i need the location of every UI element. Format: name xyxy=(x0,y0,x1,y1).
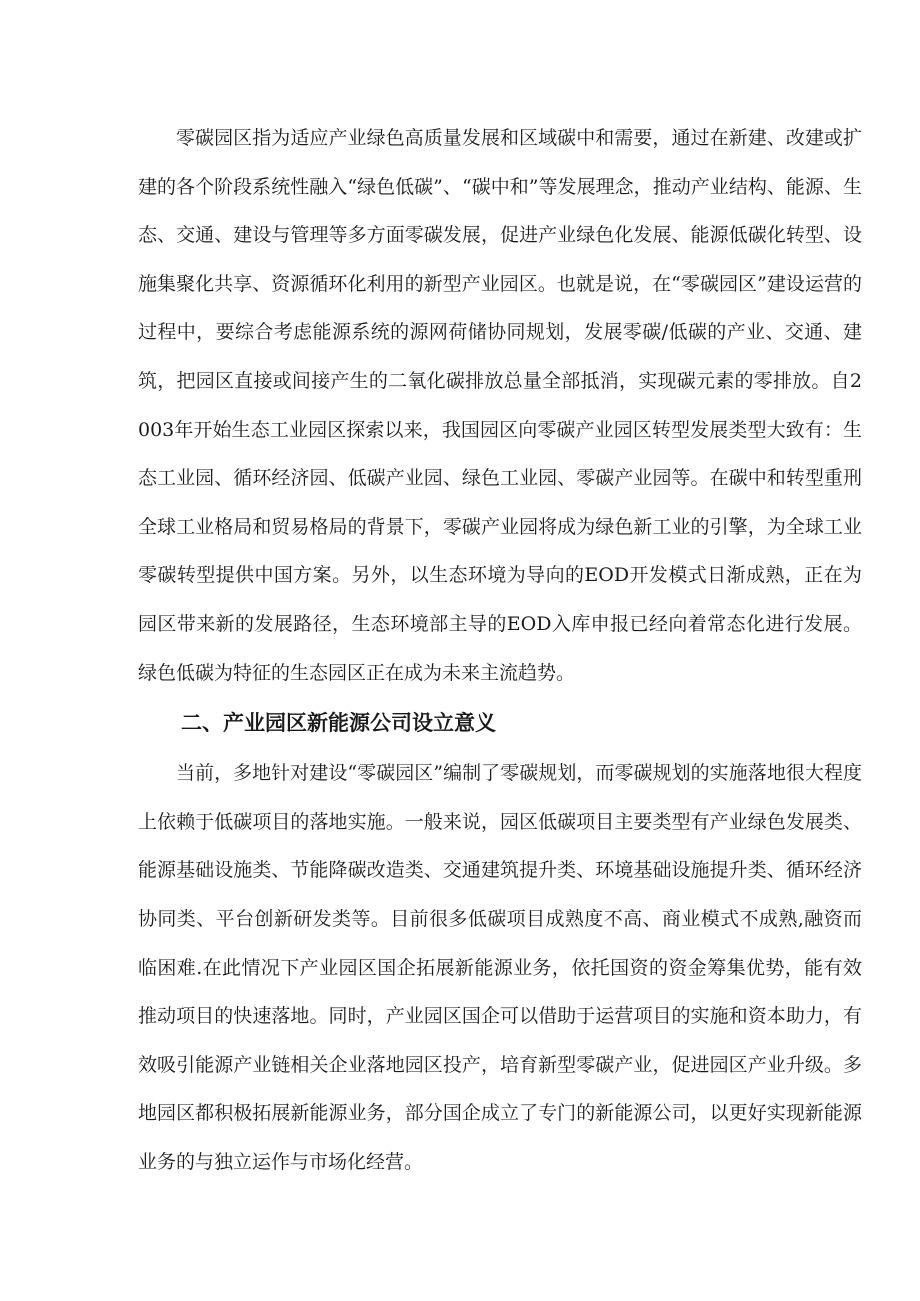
body-paragraph-zero-carbon-park: 零碳园区指为适应产业绿色高质量发展和区域碳中和需要，通过在新建、改建或扩建的各个阶段系统性融入“绿色低碳”、“碳中和”等发展理念，推动产业结构、能源、生态、交通、建设与管理等多方面零碳发展，促进产业绿色化发展、能源低碳化转型、设施集聚化共享、资源循环化利用的新型产业园区。也就是说，在“零碳园区”建设运营的过程中，要综合考虑能源系统的源网荷储协同规划，发展零碳/低碳的产业、交通、建筑，把园区直接或间接产生的二氧化碳排放总量全部抵消，实现碳元素的零排放。自2003年开始生态工业园区探索以来，我国园区向零碳产业园区转型发展类型大致有：生态工业园、循环经济园、低碳产业园、绿色工业园、零碳产业园等。在碳中和转型重刑全球工业格局和贸易格局的背景下，零碳产业园将成为绿色新工业的引擎，为全球工业零碳转型提供中国方案。另外，以生态环境为导向的EOD开发模式日渐成熟，正在为园区带来新的发展路径，生态环境部主导的EOD入库申报已经向着常态化进行发展。绿色低碳为特征的生态园区正在成为未来主流趋势。 xyxy=(138,127,862,684)
section-heading: 二、产业园区新能源公司设立意义 xyxy=(181,711,496,736)
document-body xyxy=(138,114,862,1186)
body-paragraph-significance: 当前，多地针对建设“零碳园区”编制了零碳规划，而零碳规划的实施落地很大程度上依赖于低碳项目的落地实施。一般来说，园区低碳项目主要类型有产业绿色发展类、能源基础设施类、节能降碳改造类、交通建筑提升类、环境基础设施提升类、循环经济协同类、平台创新研发类等。目前很多低碳项目成熟度不高、商业模式不成熟,融资而临困难.在此情况下产业园区国企拓展新能源业务，依托国资的资金筹集优势，能有效推动项目的快速落地。同时，产业园区国企可以借助于运营项目的实施和资本助力，有效吸引能源产业链相关企业落地园区投产，培育新型零碳产业，促进园区产业升级。多地园区都积极拓展新能源业务，部分国企成立了专门的新能源公司，以更好实现新能源业务的与独立运作与市场化经营。 xyxy=(138,762,862,1173)
